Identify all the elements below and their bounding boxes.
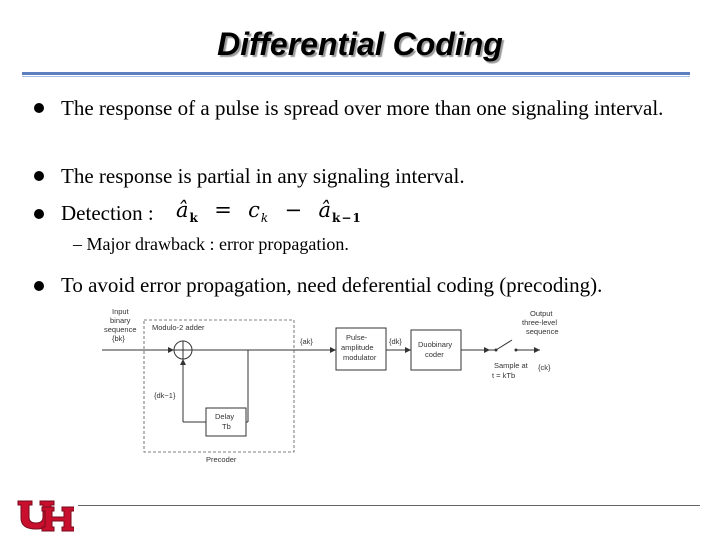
sub-bullet: – Major drawback : error propagation.	[73, 234, 349, 254]
bullet-dot	[34, 171, 44, 181]
delay-label: Delay	[215, 412, 235, 421]
bullet-dot	[34, 281, 44, 291]
sample-label: t = kTb	[492, 371, 516, 380]
bullet-text-4: To avoid error propagation, need deferential coding (precoding).	[61, 273, 603, 297]
bullet-text-2: The response is partial in any signaling interval.	[61, 164, 465, 188]
bullet-text-3: Detection :	[61, 201, 154, 225]
sampling-switch-icon	[496, 340, 512, 350]
duobinary-label: Duobinary	[418, 340, 453, 349]
pam-label: amplitude	[341, 343, 374, 352]
sample-label: Sample at	[494, 361, 528, 370]
title-rule	[22, 72, 690, 75]
input-label: {bk}	[112, 334, 125, 343]
bullet-dot	[34, 209, 44, 219]
precoder-block-diagram	[98, 304, 568, 466]
detection-equation: $â_k = c_k$ − $â_{k-1}$	[176, 198, 362, 226]
precoder-label: Precoder	[206, 455, 237, 464]
modulo2-label: Modulo-2 adder	[152, 323, 205, 332]
ak-label: {ak}	[300, 337, 313, 346]
title-rule-light	[22, 76, 690, 77]
uh-logo-icon	[16, 495, 74, 535]
input-label: sequence	[104, 325, 137, 334]
output-label: Output	[530, 309, 553, 318]
delay-label: Tb	[222, 422, 231, 431]
pam-label: Pulse-	[346, 333, 368, 342]
dk-label: {dk}	[389, 337, 402, 346]
output-label: {ck}	[538, 363, 551, 372]
output-label: three-level	[522, 318, 558, 327]
output-label: sequence	[526, 327, 559, 336]
feedback-label: {dk−1}	[154, 391, 176, 400]
duobinary-label: coder	[425, 350, 444, 359]
bullet-dot	[34, 103, 44, 113]
input-label: Input	[112, 307, 129, 316]
slide-title: Differential Coding	[217, 26, 503, 62]
input-label: binary	[110, 316, 131, 325]
footer-rule	[78, 505, 700, 506]
pam-label: modulator	[343, 353, 377, 362]
bullet-text-1: The response of a pulse is spread over more than one signaling interval.	[61, 96, 664, 120]
